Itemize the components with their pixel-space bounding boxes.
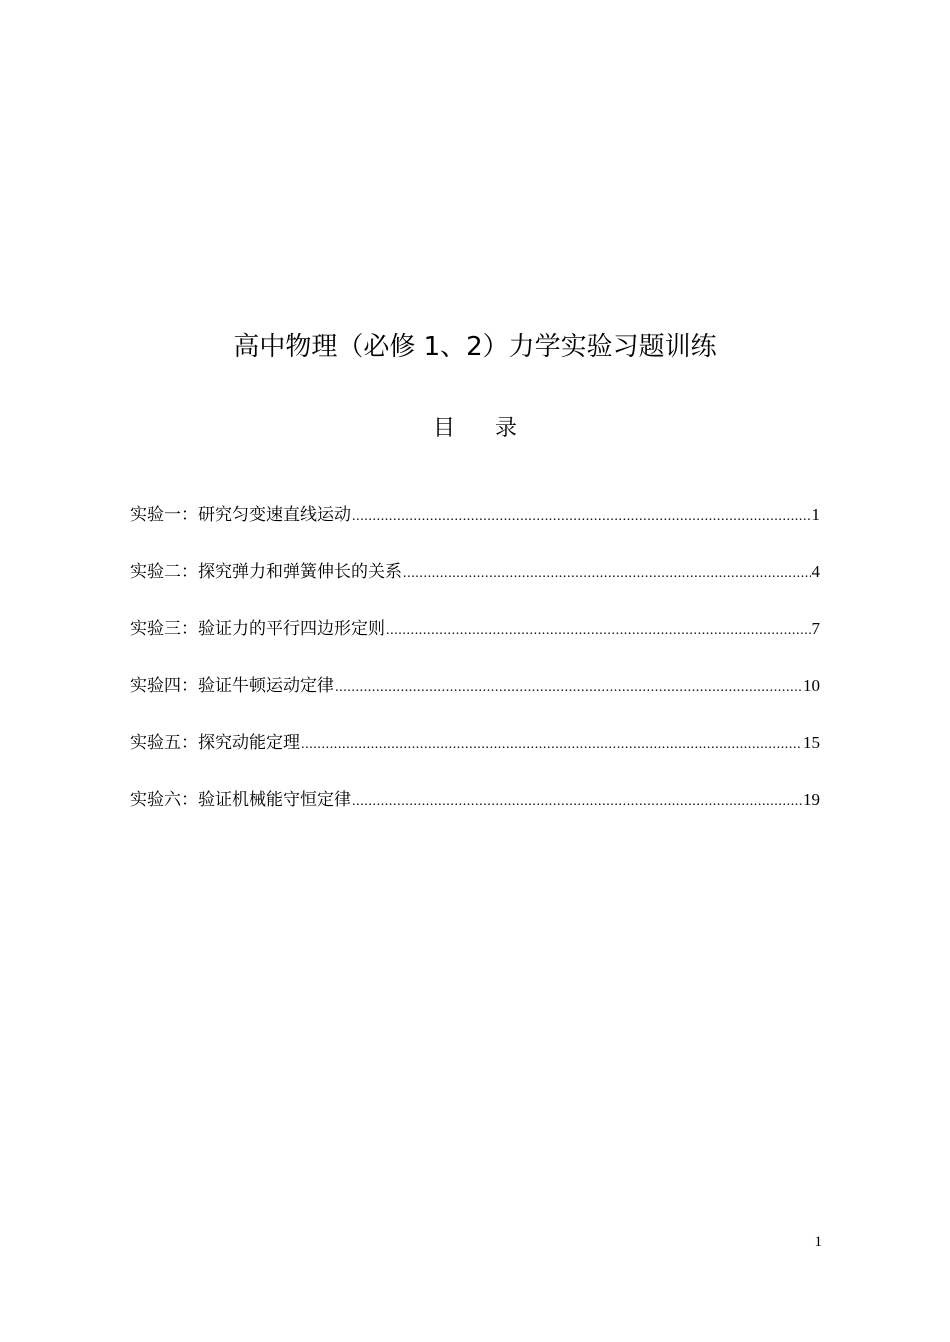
toc-entry-6[interactable] (130, 786, 820, 843)
page-number: 1 (814, 1234, 822, 1250)
toc-entry-label: 实验三：验证力的平行四边形定则 (130, 619, 385, 639)
toc-entry-label: 实验四：验证牛顿运动定律 (130, 676, 334, 696)
toc-entry-page: 10 (803, 676, 820, 695)
toc-entry-page: 1 (811, 505, 820, 524)
toc-dot-leader (352, 788, 802, 816)
toc-entry-page: 7 (811, 619, 820, 638)
toc-entry-4[interactable] (130, 672, 820, 729)
table-of-contents (130, 501, 820, 843)
toc-entry-label: 实验五：探究动能定理 (130, 733, 300, 753)
toc-dot-leader (352, 503, 811, 531)
toc-dot-leader (403, 560, 811, 588)
toc-entry-page: 19 (803, 790, 820, 809)
document-title: 高中物理（必修 1、2）力学实验习题训练 (233, 332, 717, 363)
toc-entry-label: 实验二：探究弹力和弹簧伸长的关系 (130, 562, 402, 582)
toc-entry-page: 15 (803, 733, 820, 752)
toc-entry-label: 实验一：研究匀变速直线运动 (130, 505, 351, 525)
toc-entry-page: 4 (811, 562, 820, 581)
toc-entry-3[interactable] (130, 615, 820, 672)
toc-dot-leader (335, 674, 802, 702)
toc-entry-1[interactable] (130, 501, 820, 558)
toc-dot-leader (386, 617, 811, 645)
toc-dot-leader (301, 731, 802, 759)
toc-entry-5[interactable] (130, 729, 820, 786)
toc-entry-label: 实验六：验证机械能守恒定律 (130, 790, 351, 810)
toc-heading: 目录 (432, 416, 557, 441)
toc-entry-2[interactable] (130, 558, 820, 615)
